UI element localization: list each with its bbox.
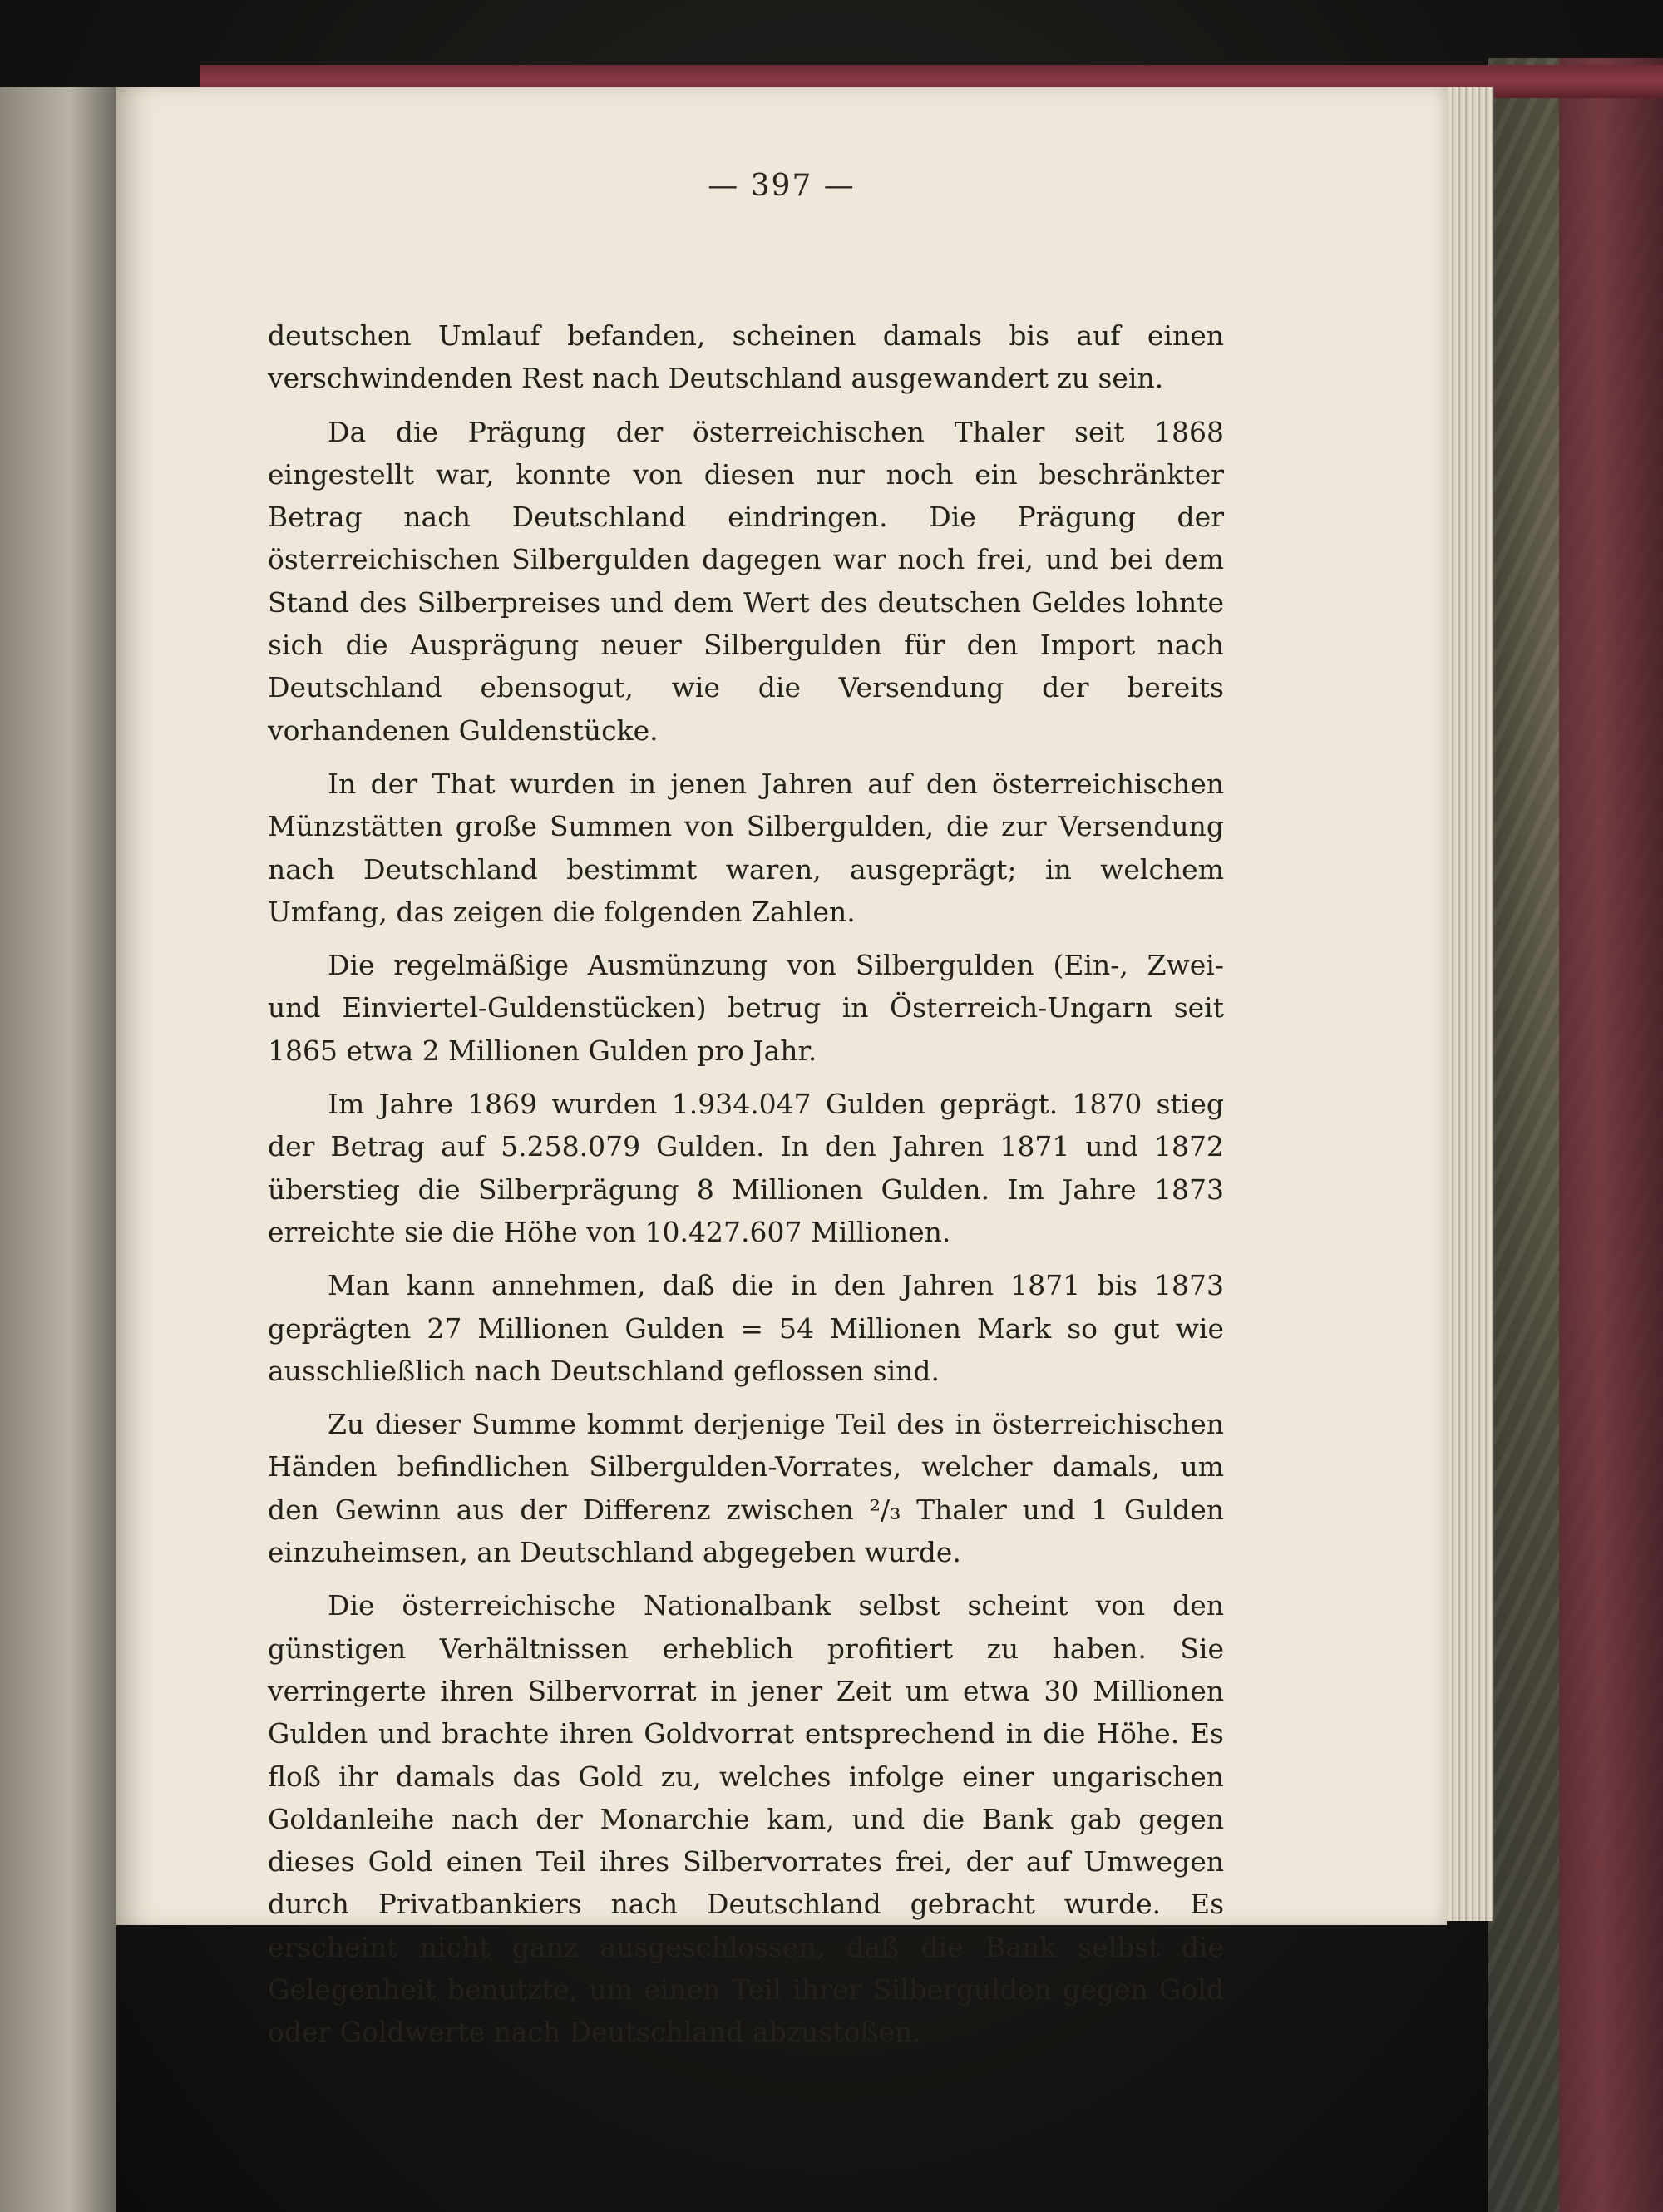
- book-cover-spine: [1559, 58, 1663, 2212]
- paragraph: In der That wurden in jenen Jahren auf den österreichischen Münzstätten große Summen von Silbergulden, die zur Versendung nach Deutschland bestimmt waren, ausgeprägt; in welchem Umfang, das zeigen die folgenden Zahlen.: [268, 767, 1224, 928]
- paragraph: deutschen Umlauf befanden, scheinen damals bis auf einen verschwindenden Rest nach Deutschland ausgewandert zu sein.: [268, 319, 1224, 395]
- paragraph: Zu dieser Summe kommt derjenige Teil des in österreichischen Händen befindlichen Silbergulden-Vorrates, welcher damals, um den Gewinn aus der Differenz zwischen ²/₃ Thaler und 1 Gulden einzuheimsen, an Deutschland abgegeben wurde.: [268, 1408, 1224, 1569]
- page-stack-edges: [1443, 87, 1494, 1921]
- paragraph: Man kann annehmen, daß die in den Jahren 1871 bis 1873 geprägten 27 Millionen Gulden = 54 Millionen Mark so gut wie ausschließlich nach Deutschland geflossen sind.: [268, 1269, 1224, 1387]
- paragraph: Da die Prägung der österreichischen Thaler seit 1868 eingestellt war, konnte von diesen nur noch ein beschränkter Betrag nach Deutschland eindringen. Die Prägung der österreichischen Silbergulden dagegen war noch frei, und bei dem Stand des Silberpreises und dem Wert des deutschen Geldes lohnte sich die Ausprägung neuer Silbergulden für den Import nach Deutschland ebensogut, wie die Versendung der bereits vorhandenen Guldenstücke.: [268, 415, 1224, 747]
- page-body-text: [268, 314, 1224, 2065]
- paragraph: Die österreichische Nationalbank selbst scheint von den günstigen Verhältnissen erheblich profitiert zu haben. Sie verringerte ihren Silbervorrat in jener Zeit um etwa 30 Millionen Gulden und brachte ihren Goldvorrat entsprechend in die Höhe. Es floß ihr damals das Gold zu, welches infolge einer ungarischen Goldanleihe nach der Monarchie kam, und die Bank gab gegen dieses Gold einen Teil ihres Silbervorrates frei, der auf Umwegen durch Privatbankiers nach Deutschland gebracht wurde. Es erscheint nicht ganz ausgeschlossen, daß die Bank selbst die Gelegenheit benutzte, um einen Teil ihrer Silbergulden gegen Gold oder Goldwerte nach Deutschland abzustoßen.: [268, 1589, 1224, 2049]
- paragraph: Die regelmäßige Ausmünzung von Silbergulden (Ein-, Zwei- und Einviertel-Guldenstücken) betrug in Österreich-Ungarn seit 1865 etwa 2 Millionen Gulden pro Jahr.: [268, 949, 1224, 1067]
- page-number: — 397 —: [708, 169, 856, 203]
- paragraph: Im Jahre 1869 wurden 1.934.047 Gulden geprägt. 1870 stieg der Betrag auf 5.258.079 Gulden. In den Jahren 1871 und 1872 überstieg die Silberprägung 8 Millionen Gulden. Im Jahre 1873 erreichte sie die Höhe von 10.427.607 Millionen.: [268, 1088, 1224, 1248]
- facing-page-edge: [0, 87, 116, 2212]
